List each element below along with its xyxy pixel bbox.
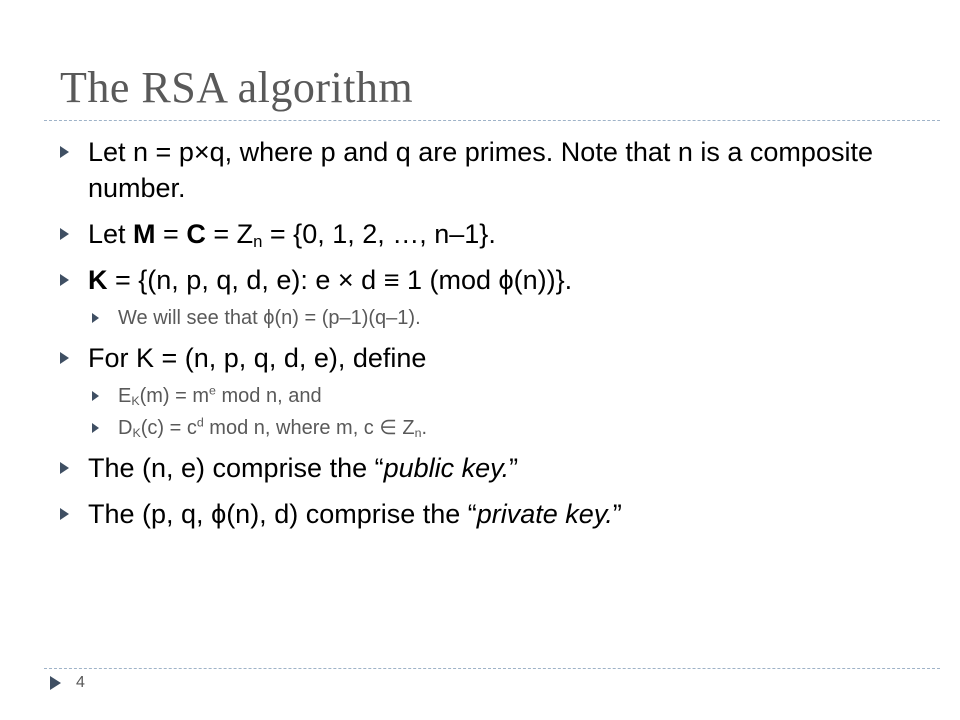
superscript: e — [209, 383, 216, 398]
bullet-1 — [58, 134, 898, 206]
bullet-text: q, where p and q are primes. Note that n is a composite number. — [88, 137, 873, 203]
bullet-text: 1 (mod — [399, 265, 499, 295]
bullet-text: mod n, where m, c — [203, 417, 380, 439]
times-symbol: × — [337, 265, 354, 295]
bullet-text: (n), d) comprise the “ — [226, 499, 477, 529]
element-of-symbol: ∈ — [379, 417, 397, 439]
triangle-bullet-icon — [60, 274, 69, 286]
bullet-text: (n) = (p–1)(q–1). — [274, 307, 421, 329]
triangle-bullet-icon — [92, 391, 99, 401]
bullet-text: The (n, e) comprise the “ — [88, 453, 384, 483]
bullet-text: Let — [88, 219, 134, 249]
bullet-text: D — [118, 417, 133, 439]
triangle-bullet-icon — [60, 146, 69, 158]
bullet-text: For K = (n, p, q, d, e), define — [88, 343, 427, 373]
triangle-bullet-icon — [60, 462, 69, 474]
triangle-bullet-icon — [60, 228, 69, 240]
phi-symbol: ϕ — [263, 307, 275, 329]
page-number: 4 — [76, 674, 85, 691]
key-space-symbol: K — [88, 265, 108, 295]
bullet-text: d — [353, 265, 384, 295]
phi-symbol: ϕ — [498, 265, 514, 295]
bullet-text: (m) = m — [139, 385, 210, 407]
triangle-bullet-icon — [92, 313, 99, 323]
slide-title: The RSA algorithm — [60, 63, 414, 112]
bullet-text: Let n = p — [88, 137, 194, 167]
bullet-text: ” — [509, 453, 519, 483]
bullet-text: Z — [396, 417, 415, 439]
title-divider — [44, 120, 940, 121]
bullet-text: E — [118, 385, 132, 407]
bullet-text: = {0, 1, 2, …, n–1}. — [262, 219, 496, 249]
sub-bullet-3 — [58, 414, 898, 442]
subscript: K — [131, 394, 140, 409]
triangle-bullet-icon — [92, 423, 99, 433]
bullet-3 — [58, 262, 898, 298]
bullet-text: (c) = c — [140, 417, 197, 439]
superscript: d — [196, 415, 204, 430]
congruence-symbol: ≡ — [383, 265, 400, 295]
bullet-text: (n))}. — [513, 265, 573, 295]
bullet-text: We will see that — [118, 307, 264, 329]
footer-triangle-icon — [50, 676, 61, 690]
sub-bullet-1 — [58, 304, 898, 332]
bullet-text: The (p, q, — [88, 499, 212, 529]
public-key-term: public key. — [383, 453, 510, 483]
subscript: K — [132, 426, 141, 441]
bullet-text: = Z — [205, 219, 254, 249]
bullet-text: ” — [612, 499, 622, 529]
times-symbol: × — [193, 137, 210, 167]
triangle-bullet-icon — [60, 508, 69, 520]
sub-bullet-2 — [58, 382, 898, 410]
phi-symbol: ϕ — [211, 499, 227, 529]
footer-divider — [44, 668, 940, 669]
bullet-text: = {(n, p, q, d, e): e — [107, 265, 338, 295]
bullet-4 — [58, 340, 898, 376]
subscript: n — [414, 426, 422, 441]
bullet-text: mod n, and — [215, 385, 322, 407]
bullet-6 — [58, 496, 898, 532]
bullet-text: . — [421, 417, 428, 439]
slide-content — [58, 134, 898, 542]
subscript: n — [253, 232, 263, 252]
bullet-5 — [58, 450, 898, 486]
message-space-symbol: M — [133, 219, 156, 249]
private-key-term: private key. — [476, 499, 613, 529]
bullet-2 — [58, 216, 898, 252]
triangle-bullet-icon — [60, 352, 69, 364]
ciphertext-space-symbol: C — [186, 219, 206, 249]
bullet-text: = — [155, 219, 187, 249]
